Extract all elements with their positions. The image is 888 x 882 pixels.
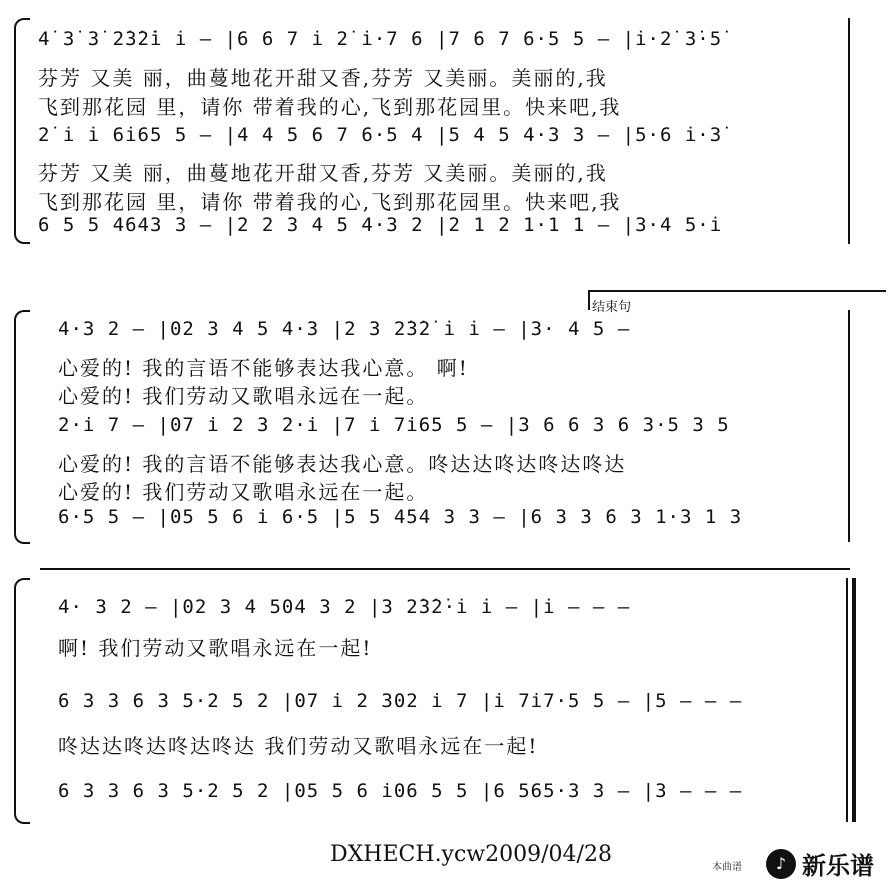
staff-2-notes: 2·i 7 – |07 i 2 3 2·i |7 i 7i65 5 – |3 6 6 3 6 3·5 3 5 — [58, 414, 730, 436]
staff-3-notes: 6 5 5 4643 3 – |2 2 3 4 5 4·3 2 |2 1 2 1·1 1 – |3·4 5·i̇ — [38, 214, 723, 236]
staff-2-lyric: 咚达达咚达咚达咚达 我们劳动又歌唱永远在一起! — [58, 734, 539, 758]
final-barline — [848, 18, 850, 244]
staff-1-notes: 4· 3 2 – |02 3 4 504 3 2 |3 2̇3̇2̇·i̇ i̇ – |i̇ – – – — [58, 596, 631, 618]
ending-bracket — [588, 290, 886, 310]
staff-2-lyric-verse2: 飞到那花园 里，请你 带着我的心,飞到那花园里。快来吧,我 — [38, 190, 622, 214]
staff-1-lyric-verse1: 芬芳 又美 丽，曲蔓地花开甜又香,芬芳 又美丽。美丽的,我 — [38, 66, 608, 90]
staff-1-lyric: 啊! 我们劳动又歌唱永远在一起! — [58, 636, 373, 660]
logo-text: 新乐谱 — [802, 852, 874, 880]
staff-2-notes: 2̇ i̇ i̇ 6i̇65 5 – |4 4 5 6 7 6·5 4 |5 4 5 4·3 3 – |5·6 i̇·3̇ — [38, 124, 723, 146]
staff-2-lyric-verse1: 心爱的! 我的言语不能够表达我心意。咚达达咚达咚达咚达 — [58, 452, 627, 476]
final-barline-thick — [852, 578, 856, 822]
staff-3-notes: 6·5 5 – |05 5 6 i 6·5 |5 5 454 3 3 – |6 3 3 6 3 1·3 1 3 — [58, 506, 743, 528]
small-note: 本曲谱 — [712, 862, 742, 873]
music-note-icon: ♪ — [766, 849, 796, 879]
top-rule — [40, 568, 850, 570]
staff-2-lyric-verse1: 芬芳 又美 丽，曲蔓地花开甜又香,芬芳 又美丽。美丽的,我 — [38, 161, 608, 185]
source-credit: DXHECH.ycw2009/04/28 — [330, 842, 612, 867]
ending-label: 结束句 — [592, 300, 632, 315]
system-brace — [14, 18, 30, 244]
staff-1-lyric-verse2: 飞到那花园 里，请你 带着我的心,飞到那花园里。快来吧,我 — [38, 95, 622, 119]
final-barline — [848, 310, 850, 542]
system-brace — [14, 310, 30, 544]
staff-2-lyric-verse2: 心爱的! 我们劳动又歌唱永远在一起。 — [58, 480, 429, 504]
site-logo[interactable] — [766, 846, 874, 881]
staff-2-notes: 6 3 3 6 3 5·2 5 2 |07 i 2 302 i 7 |i 7i7·5 5 – |5 – – – — [58, 690, 743, 712]
staff-1-notes: 4·3 2 – |02 3 4 5 4·3 |2 3 2̇3̇2̇ i̇ i̇ – |3· 4 5 – — [58, 318, 631, 340]
staff-3-notes: 6 3 3 6 3 5·2 5 2 |05 5 6 i06 5 5 |6 565·3 3 – |3 – – – — [58, 780, 743, 802]
staff-1-lyric-verse2: 心爱的! 我们劳动又歌唱永远在一起。 — [58, 384, 429, 408]
staff-1-notes: 4̇ 3̇ 3̇ 2̇3̇2̇i̇ i̇ – |6 6 7 i̇ 2̇ i̇·7 6 |7 6 7 6·5 5 – |i̇·2̇ 3̇·5̇ — [38, 28, 723, 50]
system-brace — [14, 578, 30, 824]
final-barline — [846, 578, 848, 822]
staff-1-lyric-verse1: 心爱的! 我的言语不能够表达我心意。 啊! — [58, 356, 469, 380]
